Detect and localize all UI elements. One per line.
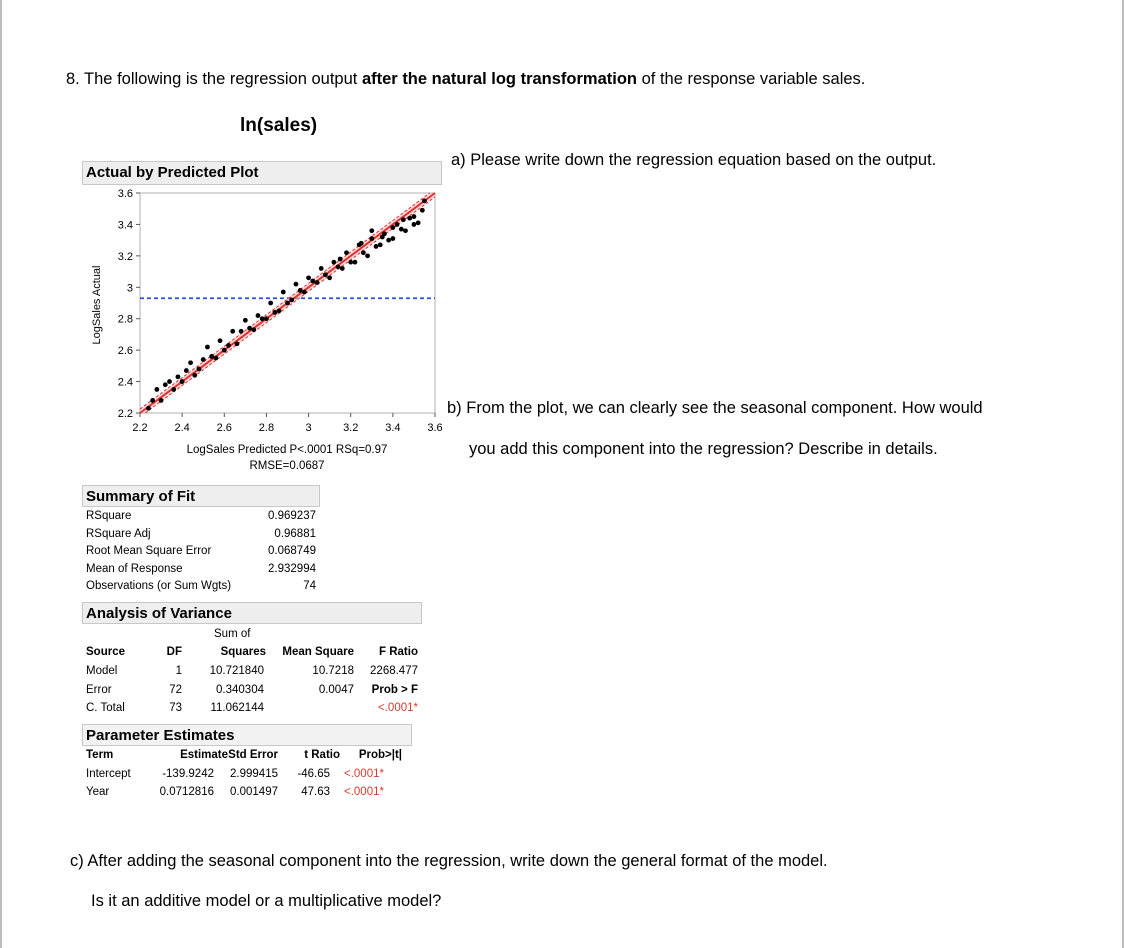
part-b-line2: you add this component into the regression? Describe in details. [469, 440, 938, 458]
data-point [285, 301, 290, 306]
x-tick-label: 2.8 [258, 422, 275, 434]
data-point [159, 398, 164, 403]
anova-col-source: Source [86, 646, 125, 658]
data-point [365, 253, 370, 258]
data-point [399, 227, 404, 232]
pe-term: Year [86, 785, 110, 798]
y-tick-label: 2.6 [117, 345, 133, 358]
data-point [167, 379, 172, 384]
data-point [422, 198, 427, 203]
y-tick-label: 3.4 [117, 219, 133, 232]
sof-value: 74 [303, 580, 316, 592]
data-point [390, 236, 395, 241]
pe-prob: <.0001* [344, 785, 384, 798]
y-tick-label: 3.6 [117, 188, 133, 200]
anova-col-f: F Ratio [379, 646, 418, 658]
chart-title: ln(sales) [240, 115, 318, 136]
data-point [277, 308, 282, 313]
pe-col-tratio: t Ratio [304, 749, 340, 761]
sof-label: Mean of Response [86, 562, 183, 575]
data-point [150, 398, 155, 403]
y-tick-label: 3.2 [117, 250, 133, 263]
sof-label: Root Mean Square Error [86, 545, 212, 557]
anova-f: Prob > F [371, 683, 418, 696]
data-point [260, 316, 265, 321]
question-intro [66, 70, 865, 89]
data-point [359, 241, 364, 246]
pe-col-stderr: Std Error [228, 749, 278, 761]
actual-by-predicted-header: Actual by Predicted Plot [82, 161, 442, 185]
data-point [361, 250, 366, 255]
data-point [374, 244, 379, 249]
page-border-left [0, 0, 2, 948]
data-point [336, 264, 341, 269]
data-point [353, 260, 358, 265]
x-axis-label: LogSales Predicted P<.0001 RSq=0.97 [186, 444, 388, 456]
anova-ss: 0.340304 [216, 683, 264, 696]
data-point [268, 301, 273, 306]
question-rest: of the response variable sales. [641, 70, 866, 88]
data-point [251, 327, 256, 332]
y-tick-label: 2.8 [117, 313, 133, 326]
data-point [188, 360, 193, 365]
data-point [395, 222, 400, 227]
x-tick-label: 2.6 [216, 422, 232, 434]
x-tick-label: 2.4 [174, 422, 190, 434]
data-point [213, 356, 218, 361]
anova-ss: 10.721840 [209, 665, 264, 677]
pe-col-prob: Prob>|t| [358, 749, 402, 761]
part-c-line1: c) After adding the seasonal component into the regression, write down the general format of the model. [70, 852, 828, 870]
x-tick-label: 3.2 [343, 422, 359, 434]
anova-col-ss: Squares [220, 646, 266, 658]
data-point [180, 379, 185, 384]
part-b-line1: b) From the plot, we can clearly see the seasonal component. How would [447, 399, 983, 417]
data-point [281, 290, 286, 295]
pe-tratio: 47.63 [301, 785, 330, 798]
question-intro-text: 8. The following is the regression output [66, 70, 358, 88]
data-point [205, 345, 210, 350]
anova-f: 2268.477 [370, 665, 418, 677]
data-point [243, 318, 248, 323]
data-point [197, 367, 202, 372]
data-point [256, 313, 261, 318]
anova-col-df: DF [166, 646, 182, 658]
anova-source: Model [86, 665, 118, 677]
data-point [310, 279, 315, 284]
pe-estimate: -139.9242 [162, 768, 214, 780]
x-tick-label: 3.4 [385, 422, 401, 434]
data-point [416, 220, 421, 225]
data-point [226, 343, 231, 348]
anova-ss: 11.062144 [210, 702, 264, 714]
y-tick-label: 2.2 [117, 408, 133, 420]
data-point [184, 368, 189, 373]
data-point [192, 373, 197, 378]
y-tick-label: 2.4 [117, 376, 133, 389]
sof-value: 0.96881 [274, 527, 316, 540]
data-point [218, 338, 223, 343]
actual-by-predicted-plot [82, 185, 457, 475]
anova-df: 72 [169, 683, 182, 696]
data-point [146, 406, 151, 411]
anova-source: C. Total [86, 702, 125, 714]
data-point [302, 290, 307, 295]
pe-tratio: -46.65 [297, 768, 330, 780]
sof-value: 0.068749 [268, 545, 316, 557]
data-point [338, 257, 343, 262]
data-point [412, 222, 417, 227]
data-point [176, 374, 181, 379]
data-point [154, 387, 159, 392]
sof-value: 0.969237 [268, 510, 316, 522]
part-a: a) Please write down the regression equation based on the output. [451, 151, 937, 169]
data-point [380, 235, 385, 240]
data-point [298, 288, 303, 293]
sof-label: Observations (or Sum Wgts) [86, 580, 232, 592]
anova-df: 73 [169, 702, 182, 714]
y-axis-label: LogSales Actual [91, 265, 103, 345]
sof-label: RSquare Adj [86, 527, 151, 540]
data-point [163, 382, 168, 387]
data-point [247, 326, 252, 331]
anova-header: Analysis of Variance [82, 602, 422, 624]
x-tick-label: 3 [305, 422, 312, 434]
data-point [201, 357, 206, 362]
pe-prob: <.0001* [344, 768, 384, 780]
pe-col-term: Term [86, 749, 114, 761]
question-bold: after the natural log transformation [361, 70, 637, 88]
anova-source: Error [86, 683, 112, 696]
pe-stderr: 0.001497 [230, 785, 278, 798]
data-point [331, 260, 336, 265]
summary-of-fit-header: Summary of Fit [82, 485, 320, 507]
data-point [386, 238, 391, 243]
anova-col-ms: Mean Square [282, 646, 354, 658]
data-point [239, 329, 244, 334]
y-tick-label: 3 [126, 282, 133, 295]
data-point [348, 260, 353, 265]
anova-ms: 10.7218 [312, 665, 354, 677]
data-point [230, 329, 235, 334]
data-point [420, 208, 425, 213]
data-point [340, 266, 345, 271]
pe-term: Intercept [86, 768, 131, 780]
data-point [390, 225, 395, 230]
data-point [369, 236, 374, 241]
data-point [403, 228, 408, 233]
anova-df: 1 [175, 665, 182, 677]
data-point [235, 341, 240, 346]
x-tick-label: 3.6 [427, 422, 443, 434]
data-point [407, 216, 412, 221]
data-point [378, 242, 383, 247]
anova-sum-of: Sum of [214, 628, 251, 640]
sof-value: 2.932994 [268, 562, 316, 575]
data-point [401, 217, 406, 222]
x-tick-label: 2.2 [132, 422, 148, 434]
data-point [264, 316, 269, 321]
rmse-label: RMSE=0.0687 [249, 460, 325, 472]
data-point [272, 310, 277, 315]
data-point [209, 354, 214, 359]
sof-label: RSquare [86, 510, 132, 522]
data-point [327, 275, 332, 280]
data-point [412, 214, 417, 219]
data-point [319, 266, 324, 271]
data-point [222, 348, 227, 353]
part-c-line2: Is it an additive model or a multiplicative model? [91, 892, 442, 910]
anova-f: <.0001* [378, 702, 418, 714]
data-point [289, 297, 294, 302]
data-point [294, 282, 299, 287]
parameter-estimates-header: Parameter Estimates [82, 724, 412, 746]
data-point [369, 228, 374, 233]
pe-col-estimate: Estimate [180, 749, 228, 761]
pe-estimate: 0.0712816 [159, 785, 214, 798]
data-point [344, 250, 349, 255]
data-point [171, 387, 176, 392]
anova-ms: 0.0047 [318, 683, 354, 696]
data-point [306, 275, 311, 280]
data-point [315, 280, 320, 285]
data-point [323, 272, 328, 277]
pe-stderr: 2.999415 [230, 768, 278, 780]
